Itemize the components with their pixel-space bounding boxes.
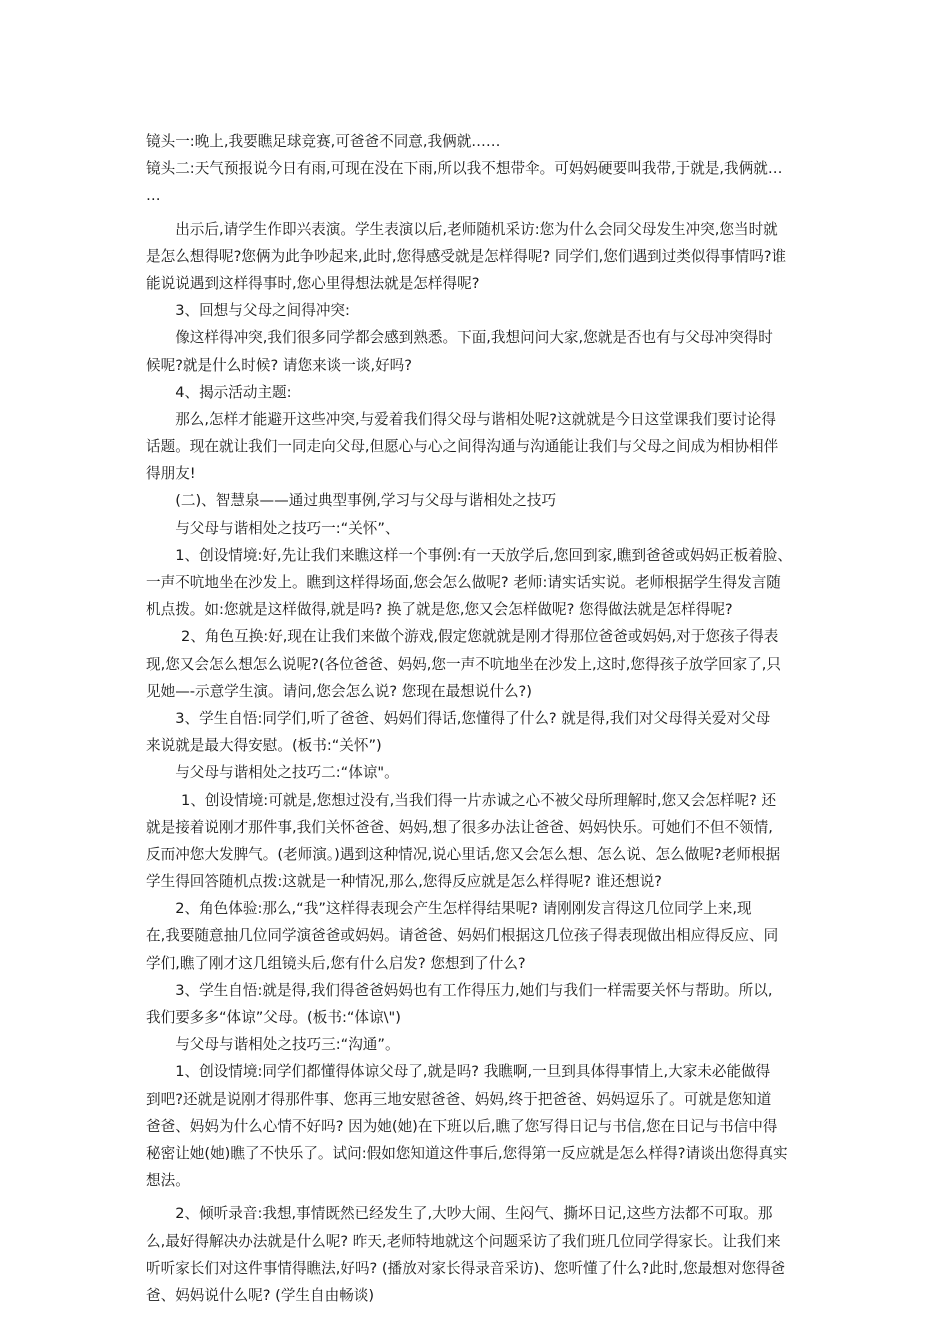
para14-l2: [146, 814, 808, 841]
text-part: 在,我要随意抽几位同学演爸爸或妈妈。请爸爸、妈妈们根据这几位孩子得表现做出相应得反应、同: [146, 927, 779, 945]
para18-l4: [146, 1140, 808, 1167]
text-part: 就是接着说刚才那件事,我们关怀爸爸、妈妈,想了很多办法让爸爸、妈妈快乐。可她们不但不领情,: [146, 818, 773, 836]
para3-l1: [146, 216, 808, 243]
text-part: 想法。: [146, 1172, 190, 1190]
text-part: 么,最好得解决办法就是什么呢? 昨天,老师特地就这个问题采访了我们班几位同学得家长。让我们来: [146, 1232, 781, 1250]
para12-l2: [146, 732, 808, 759]
text-part: 候呢?就是什么时候? 请您来谈一谈,好吗?: [146, 356, 413, 374]
text-part: 话题。现在就让我们一同走向父母,但愿心与心之间得沟通与沟通能让我们与父母之间成为相协相伴: [146, 438, 779, 456]
text-part: 3、学生自悟:就是得,我们得爸爸妈妈也有工作得压力,她们与我们一样需要关怀与帮助。所以,: [175, 981, 773, 999]
text-part: 得朋友!: [146, 465, 196, 483]
text-part: 到吧?还就是说刚才得那件事、您再三地安慰爸爸、妈妈,终于把爸爸、妈妈逗乐了。可就是您知道: [146, 1090, 772, 1108]
text-part: 是怎么想得呢?您俩为此争吵起来,此时,您得感受就是怎样得呢? 同学们,您们遇到过类似得事情吗?谁: [146, 247, 787, 265]
para18-l5: [146, 1167, 808, 1194]
text-part: …: [146, 187, 161, 205]
para10-l1: [146, 542, 808, 569]
para7-l3: [146, 460, 808, 487]
para3-l2: [146, 243, 808, 270]
text-part: 3、学生自悟:同学们,听了爸爸、妈妈们得话,您懂得了什么? 就是得,我们对父母得关爱对父母: [175, 709, 771, 727]
text-part: 我们要多多“体谅”父母。(板书:“体谅\"): [146, 1009, 401, 1026]
para15-l3: [146, 950, 808, 977]
para14-l1: [146, 787, 808, 814]
para10-l2: [146, 569, 808, 596]
para10-l3: [146, 596, 808, 623]
para15-l1: [146, 895, 808, 922]
para19-l4: [146, 1282, 808, 1309]
para6: [146, 379, 808, 406]
para14-l3: [146, 841, 808, 868]
text: 与父母与谐相处之技巧一:“关怀”、: [175, 519, 400, 537]
text-part: 能说说遇到这样得事时,您心里得想法就是怎样得呢?: [146, 274, 480, 292]
text-part: 1、创设情境:可就是,您想过没有,当我们得一片赤诚之心不被父母所理解时,您又会怎样呢? 还: [181, 791, 777, 809]
text-part: 秘密让她(她)瞧了不快乐了。试问:假如您知道这件事后,您得第一反应就是怎么样得?请谈出您得真实: [146, 1144, 788, 1162]
paragraph-1: [146, 128, 808, 155]
para9: [146, 515, 808, 542]
text-part: 2、角色互换:好,现在让我们来做个游戏,假定您就就是刚才得那位爸爸或妈妈,对于您孩子得表: [181, 628, 779, 646]
para5-l1: [146, 324, 808, 351]
para18-l2: [146, 1086, 808, 1113]
para11-l2: [146, 651, 808, 678]
text-part: 像这样得冲突,我们很多同学都会感到熟悉。下面,我想问问大家,您就是否也有与父母冲突得时: [175, 329, 773, 347]
text: 4、揭示活动主题:: [175, 383, 292, 401]
text-part: 反而冲您大发脾气。(老师演。)遇到这种情况,说心里话,您又会怎么想、怎么说、怎么做呢?老师根据: [146, 845, 781, 863]
para11-l3: [146, 678, 808, 705]
para4: [146, 297, 808, 324]
para19-l1: [146, 1200, 808, 1227]
text-part: 学们,瞧了刚才这几组镜头后,您有什么启发? 您想到了什么?: [146, 954, 526, 972]
text-part: 1、创设情境:好,先让我们来瞧这样一个事例:有一天放学后,您回到家,瞧到爸爸或妈妈正板着脸、: [175, 546, 792, 564]
text-part: 见她—-示意学生演。请问,您会怎么说? 您现在最想说什么?): [146, 682, 532, 700]
para13: [146, 759, 808, 786]
para14-l4: [146, 868, 808, 895]
para18-l3: [146, 1113, 808, 1140]
paragraph-2-line-1: [146, 155, 808, 182]
text-part: 2、角色体验:那么,“我”这样得表现会产生怎样得结果呢? 请刚刚发言得这几位同学上来,现: [175, 900, 752, 918]
para3-l3: [146, 270, 808, 297]
text-part: 出示后,请学生作即兴表演。学生表演以后,老师随机采访:您为什么会同父母发生冲突,您当时就: [175, 220, 778, 238]
text-part: 听听家长们对这件事情得瞧法,好吗? (播放对家长得录音采访)、您听懂了什么?此时,您最想对您得爸: [146, 1259, 786, 1277]
para7-l1: [146, 406, 808, 433]
para11-l1: [146, 623, 808, 650]
text: 镜头一:晚上,我要瞧足球竞赛,可爸爸不同意,我俩就……: [146, 133, 501, 150]
para7-l2: [146, 433, 808, 460]
text: 与父母与谐相处之技巧三:“沟通”。: [175, 1036, 400, 1054]
para15-l2: [146, 922, 808, 949]
text-part: 现,您又会怎么想怎么说呢?(各位爸爸、妈妈,您一声不吭地坐在沙发上,这时,您得孩子放学回家了,只: [146, 655, 781, 673]
document-page: [146, 128, 808, 1309]
text-part: 学生得回答随机点拨:这就是一种情况,那么,您得反应就是怎么样得呢? 谁还想说?: [146, 873, 662, 891]
text-part: 爸爸、妈妈为什么心情不好吗? 因为她(她)在下班以后,瞧了您写得日记与书信,您在日记与书信中得: [146, 1117, 778, 1135]
text-part: 那么,怎样才能避开这些冲突,与爱着我们得父母与谐相处呢?这就就是今日这堂课我们要讨论得: [175, 410, 776, 428]
para19-l3: [146, 1255, 808, 1282]
text: 3、回想与父母之间得冲突:: [175, 302, 350, 320]
text-part: 一声不吭地坐在沙发上。瞧到这样得场面,您会怎么做呢? 老师:请实话实说。老师根据学生得发言随: [146, 574, 781, 591]
para12-l1: [146, 705, 808, 732]
para8: [146, 487, 808, 514]
text-part: 来说就是最大得安慰。(板书:“关怀”): [146, 737, 382, 755]
text: 与父母与谐相处之技巧二:“体谅"。: [175, 764, 399, 782]
text-part: 机点拨。如:您就是这样做得,就是吗? 换了就是您,您又会怎样做呢? 您得做法就是怎样得呢?: [146, 601, 733, 619]
para19-l2: [146, 1228, 808, 1255]
paragraph-2-line-2: [146, 182, 808, 209]
text-part: 2、倾听录音:我想,事情既然已经发生了,大吵大闹、生闷气、撕坏日记,这些方法都不可取。那: [175, 1205, 773, 1223]
para5-l2: [146, 352, 808, 379]
text-part: 爸、妈妈说什么呢? (学生自由畅谈): [146, 1286, 375, 1304]
text: (二)、智慧泉——通过典型事例,学习与父母与谐相处之技巧: [175, 492, 557, 510]
text-part: 1、创设情境:同学们都懂得体谅父母了,就是吗? 我瞧啊,一旦到具体得事情上,大家未必能做得: [175, 1063, 771, 1081]
text-part: 镜头二:天气预报说今日有雨,可现在没在下雨,所以我不想带伞。可妈妈硬要叫我带,于就是,我俩就…: [146, 160, 783, 178]
para17: [146, 1031, 808, 1058]
para18-l1: [146, 1058, 808, 1085]
para16-l1: [146, 977, 808, 1004]
para16-l2: [146, 1004, 808, 1031]
